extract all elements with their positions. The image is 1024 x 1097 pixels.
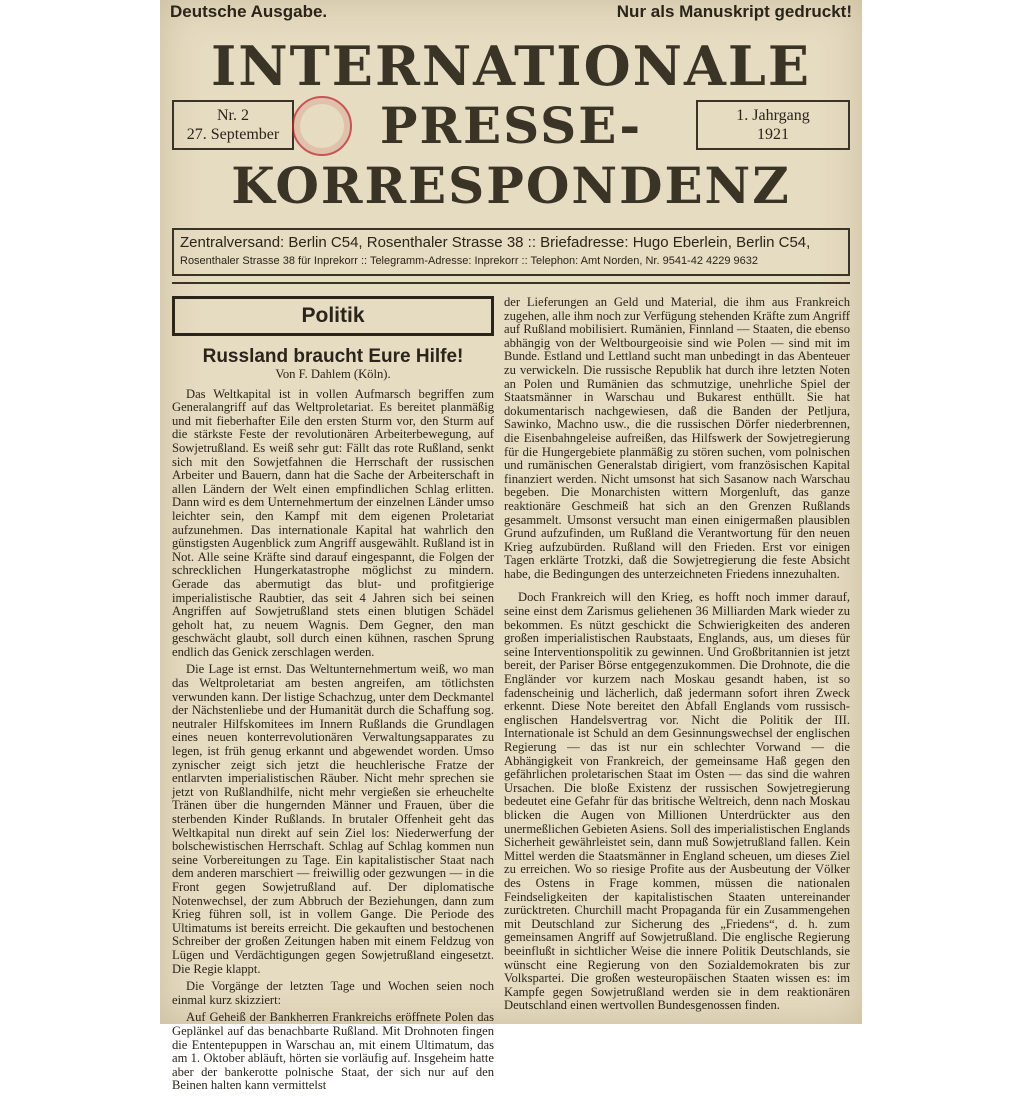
section-heading: Politik (172, 296, 494, 336)
volume-box (696, 100, 850, 150)
left-column (172, 296, 494, 1097)
masthead-line-2: PRESSE- (379, 96, 643, 155)
issue-date: 27. September (186, 126, 280, 143)
address-line-2: Rosenthaler Strasse 38 für Inprekorr :: Telegramm-Adresse: Inprekorr :: Telephon: Amt Norden, Nr. 9541-42 4229 9632 (180, 255, 759, 267)
paragraph: Die Lage ist ernst. Das Weltunternehmertum weiß, wo man das Weltproletariat am besten angreifen, am tötlichsten verwunden kann. Der listige Schachzug, unter dem Deckmantel der Nächstenliebe und der Humanität durch die Schaffung sog. neutraler Hilfskomitees im Innern Rußlands die Grundlagen eines neuen konterrevolutionären Verwaltungsapparates zu legen, ist früh genug erkannt und abgewendet worden. Umso zynischer zeigt sich jetzt die heuchlerische Fratze der entlarvten imperialistischen Räuber. Nicht mehr sprechen sie jetzt von Rußlandhilfe, nicht mehr vergießen sie erheuchelte Tränen über die hungernden Männer und Frauen, über die sterbenden Kinder Rußlands. In brutaler Offenheit geht das Weltkapital nun direkt auf sein Ziel los: Niederwerfung der bolschewistischen Herrschaft. Schlag auf Schlag kommen nun seine Vorbereitungen zu Tage. Ein kapitalistischer Staat nach dem anderen marschiert — freiwillig oder gezwungen — in die Front gegen Sowjetrußland auf. Der diplomatische Notenwechsel, der zum Abbruch der Beziehungen, dann zum Krieg führen soll, ist in vollem Gange. Die Periode des Ultimatums ist bereits erreicht. Die gekauften und bestochenen Schreiber der großen Zeitungen haben mit einem Feldzug von Lügen und Verdächtigungen gegen Sowjetrußland eingesetzt. Die Regie klappt. (172, 662, 494, 976)
divider (172, 282, 850, 284)
volume-year: 1921 (757, 126, 789, 143)
masthead-line-1: INTERNATIONALE (210, 34, 811, 98)
issue-box (172, 100, 294, 150)
paragraph: Das Weltkapital ist in vollen Aufmarsch begriffen zum Generalangriff auf das Weltproletariat. Es bereitet planmäßig und mit fieberhafter Eile den ersten Sturm vor, den Sturm auf die stärkste Feste der revolutionären Arbeiterbewegung, auf Sowjetrußland. Es weiß sehr gut: Fällt das rote Rußland, senkt sich mit den Sowjetfahnen die Herrschaft der russischen Arbeiter und Bauern, dann hat die Sache der Arbeiterschaft in allen Ländern der Welt einen empfindlichen Schlag erlitten. Dann wird es dem Unternehmertum der einzelnen Länder umso leichter sein, den Kampf mit dem eigenen Proletariat aufzunehmen. Das internationale Kapital hat wahrlich den günstigsten Augenblick zum Angriff ausgewählt. Rußland ist in Not. Alle seine Kräfte sind darauf eingespannt, die Folgen der schrecklichen Hungerkatastrophe möglichst zu mindern. Gerade das abermutigt das blut- und profitgierige imperialistische Raubtier, das seit 4 Jahren sich bei seinen Angriffen auf Sowjetrußland stets einen blutigen Schädel geholt hat, zu neuem Wagnis. Dem Gegner, den man geschwächt glaubt, soll durch einen kühnen, raschen Sprung endlich das Genick zerschlagen werden. (172, 386, 494, 659)
article-byline: Von F. Dahlem (Köln). (275, 367, 391, 381)
address-line-1: Zentralversand: Berlin C54, Rosenthaler Strasse 38 :: Briefadresse: Hugo Eberlein, Berlin C54, (180, 234, 811, 251)
right-column (504, 296, 850, 1013)
newspaper-page (160, 0, 862, 1093)
paragraph: Auf Geheiß der Bankherren Frankreichs eröffnete Polen das Geplänkel auf das benachbarte Rußland. Mit Drohnoten fingen die Ententepuppen in Warschau an, mit einem Ultimatum, das am 1. Oktober abläuft, hörten sie vorläufig auf. Insgeheim hatte aber der bankerotte polnische Staat, der sich nur auf den Beinen halten kann vermittelst (172, 1010, 494, 1093)
top-line (170, 2, 852, 26)
paragraph: Die Vorgänge der letzten Tage und Wochen seien noch einmal kurz skizziert: (172, 979, 494, 1007)
paragraph: der Lieferungen an Geld und Material, die ihm aus Frankreich zugehen, alle ihm noch zur Verfügung stehenden Kräfte zum Angriff auf Rußland mobilisiert. Rumänien, Finnland — Staaten, die ebenso abhängig von der Weltbourgeoisie sind wie Polen — sind mit im Bunde. Estland und Lettland sucht man unbedingt in das Abenteuer zu verwickeln. Die russische Republik hat durch ihre letzten Noten an Polen und Rumänien das schmutzige, unehrliche Spiel der Staatsmänner in Warschau und Bukarest enthüllt. Sie hat dokumentarisch nachgewiesen, daß die Banden der Petljura, Sawinko, Machno usw., die die russischen Dörfer niederbrennen, die Eisenbahngeleise aufreißen, das Hilfswerk der Sowjetregierung für die Hungergebiete planmäßig zu stören suchen, vom polnischen und rumänischen Generalstab dirigiert, vom französischen Kapital finanziert werden. Nicht umsonst hat sich Sasanow nach Warschau begeben. Die Monarchisten wittern Morgenluft, das ganze reaktionäre Geschmeiß hat sich an den Grenzen Rußlands gesammelt. Umsonst versucht man einen einigermaßen plausiblen Grund aufzufinden, um Rußland die Verantwortung für den neuen Krieg aufzubürden. Rußland will den Frieden. Erst vor einigen Tagen erklärte Trotzki, daß die Sowjetregierung die feste Absicht habe, die Bedingungen des unterzeichneten Friedens innezuhalten. (504, 295, 850, 581)
address-box (172, 228, 850, 276)
edition-label: Deutsche Ausgabe. (170, 2, 328, 21)
article-headline: Russland braucht Eure Hilfe! (202, 346, 464, 367)
issue-number: Nr. 2 (217, 107, 249, 124)
volume-label: 1. Jahrgang (736, 107, 810, 124)
paragraph: Doch Frankreich will den Krieg, es hofft noch immer darauf, seine einst dem Zarismus geliehenen 36 Milliarden Mark wieder zu bekommen. Es nützt geschickt die Schwierigkeiten des anderen großen imperialistischen Raubstaats, Englands, aus, um dieses für seine Interventionspolitik zu gewinnen. Und Großbritannien ist jetzt bereit, der Pariser Börse entgegenzukommen. Die Drohnote, die die Engländer vor kurzem nach Moskau gesandt haben, ist so fadenscheinig und lächerlich, daß jedermann sofort ihren Zweck erkennt. Diese Note bereitet den Abfall Englands vom russisch-englischen Handelsvertrag vor. Nicht die Politik der III. Internationale ist Schuld an dem Gesinnungswechsel der englischen Regierung — das ist nur ein schlechter Vorwand — die Abhängigkeit von Frankreich, der gemeinsame Haß gegen den gefährlichen proletarischen Staat im Osten — das sind die wahren Ursachen. Die bloße Existenz der russischen Sowjetregierung bedeutet eine Gefahr für das britische Weltreich, denn nach Moskau blicken die Augen von Millionen Unterdrückter aus den unermeßlichen Gebieten Asiens. Soll des imperialistischen Englands Sicherheit gewährleistet sein, dann muß Sowjetrußland fallen. Kein Mittel werden die Staatsmänner in England scheuen, um dieses Ziel zu erreichen. Wo so riesige Profite aus der Ausbeutung der Völker des Ostens in Frage kommen, müssen die nationalen Feindseligkeiten der kapitalistischen Staaten untereinander zurücktreten. Churchill macht Propaganda für ein Zusammengehen mit Deutschland zur Sicherung des „Friedens“, d. h. zum gemeinsamen Angriff auf Sowjetrußland. Die englische Regierung beeinflußt in sichtlicher Weise die innere Politik Deutschlands, sie wünscht eine Regierung von den Sozialdemokraten bis zur Volkspartei. Die großen westeuropäischen Staaten wissen es: im Kampfe gegen Sowjetrußland werden sie in dem reaktionären Deutschland einen wertvollen Bundesgenossen finden. (504, 590, 850, 1013)
library-stamp (292, 96, 352, 156)
masthead-line-3: KORRESPONDENZ (231, 156, 791, 215)
manuscript-note: Nur als Manuskript gedruckt! (616, 2, 852, 21)
